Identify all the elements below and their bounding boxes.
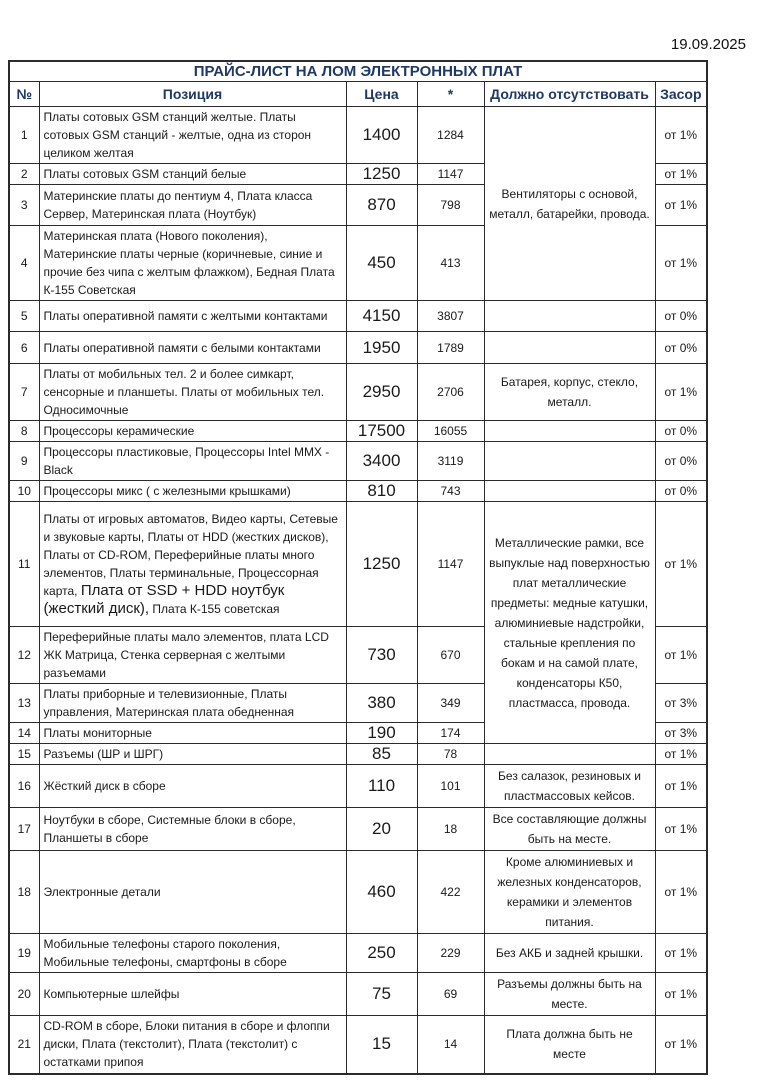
- clog-cell: от 1%: [655, 627, 707, 684]
- position-cell: Разъемы (ШР и ШРГ): [39, 744, 346, 765]
- clog-cell: от 0%: [655, 421, 707, 442]
- table-row: [9, 107, 707, 164]
- star-cell: 101: [417, 765, 484, 808]
- position-text: Платы от игровых автоматов, Видео карты, Сетевые и звуковые карты, Платы от HDD (жестких дисков), Платы от CD-ROM, Переферийные платы много элементов, Платы терминальные, Процессорная карта,: [43, 512, 338, 598]
- position-cell: Платы мониторные: [39, 723, 346, 744]
- star-cell: 14: [417, 1016, 484, 1074]
- price-cell: 810: [346, 481, 417, 502]
- title-row: [9, 61, 707, 82]
- price-cell: 110: [346, 765, 417, 808]
- clog-cell: от 3%: [655, 684, 707, 723]
- clog-cell: от 1%: [655, 934, 707, 973]
- clog-cell: от 0%: [655, 481, 707, 502]
- clog-cell: от 3%: [655, 723, 707, 744]
- price-cell: 1400: [346, 107, 417, 164]
- table-row: [9, 301, 707, 332]
- star-cell: 743: [417, 481, 484, 502]
- price-cell: 450: [346, 226, 417, 301]
- price-cell: 190: [346, 723, 417, 744]
- absent-cell: Разъемы должны быть на месте.: [484, 973, 655, 1016]
- position-cell: Процессоры пластиковые, Процессоры Intel MMX - Black: [39, 442, 346, 481]
- position-cell: Материнская плата (Нового поколения), Материнские платы черные (коричневые, синие и прочие без чипа с желтым флажком), Бедная Плата К-155 Советская: [39, 226, 346, 301]
- position-cell: Платы сотовых GSM станций белые: [39, 164, 346, 185]
- absent-cell: Плата должна быть не месте: [484, 1016, 655, 1074]
- col-header-price: Цена: [346, 82, 417, 107]
- absent-cell: Все составляющие должны быть на месте.: [484, 808, 655, 851]
- position-cell: Мобильные телефоны старого поколения, Мобильные телефоны, смартфоны в сборе: [39, 934, 346, 973]
- star-cell: 798: [417, 185, 484, 226]
- position-cell: Платы оперативной памяти с белыми контактами: [39, 332, 346, 364]
- clog-cell: от 1%: [655, 226, 707, 301]
- price-cell: 75: [346, 973, 417, 1016]
- col-header-absent: Должно отсутствовать: [484, 82, 655, 107]
- row-number: 5: [9, 301, 39, 332]
- price-table: [8, 60, 708, 1075]
- position-cell: Платы оперативной памяти с желтыми контактами: [39, 301, 346, 332]
- row-number: 1: [9, 107, 39, 164]
- row-number: 12: [9, 627, 39, 684]
- header-row: [9, 82, 707, 107]
- price-cell: 17500: [346, 421, 417, 442]
- star-cell: 69: [417, 973, 484, 1016]
- position-cell: Процессоры керамические: [39, 421, 346, 442]
- absent-cell: [484, 421, 655, 442]
- absent-cell: [484, 744, 655, 765]
- position-cell: Ноутбуки в сборе, Системные блоки в сборе, Планшеты в сборе: [39, 808, 346, 851]
- table-row: [9, 1016, 707, 1074]
- clog-cell: от 1%: [655, 1016, 707, 1074]
- position-cell: Платы сотовых GSM станций желтые. Платы сотовых GSM станций - желтые, одна из сторон целиком желтая: [39, 107, 346, 164]
- row-number: 10: [9, 481, 39, 502]
- price-cell: 460: [346, 851, 417, 934]
- star-cell: 1147: [417, 164, 484, 185]
- price-cell: 85: [346, 744, 417, 765]
- position-cell: Платы приборные и телевизионные, Платы управления, Материнская плата обедненная: [39, 684, 346, 723]
- price-cell: 1250: [346, 502, 417, 627]
- price-cell: 4150: [346, 301, 417, 332]
- position-text-large: Плата от SSD + HDD ноутбук (жесткий диск),: [43, 582, 285, 617]
- table-row: [9, 442, 707, 481]
- clog-cell: от 1%: [655, 364, 707, 421]
- price-cell: 870: [346, 185, 417, 226]
- row-number: 15: [9, 744, 39, 765]
- absent-cell: Без салазок, резиновых и пластмассовых кейсов.: [484, 765, 655, 808]
- price-cell: 3400: [346, 442, 417, 481]
- clog-cell: от 0%: [655, 332, 707, 364]
- star-cell: 78: [417, 744, 484, 765]
- star-cell: 16055: [417, 421, 484, 442]
- absent-cell: Металлические рамки, все выпуклые над поверхностью плат металлические предметы: медные катушки, алюминиевые надстройки, стальные крепления по бокам и на самой плате, конденсаторы К50, пластмасса, провода.: [484, 502, 655, 744]
- position-cell: Процессоры микс ( с железными крышками): [39, 481, 346, 502]
- star-cell: 2706: [417, 364, 484, 421]
- row-number: 20: [9, 973, 39, 1016]
- row-number: 7: [9, 364, 39, 421]
- row-number: 9: [9, 442, 39, 481]
- table-row: [9, 481, 707, 502]
- clog-cell: от 1%: [655, 744, 707, 765]
- table-row: [9, 851, 707, 934]
- table-title: ПРАЙС-ЛИСТ НА ЛОМ ЭЛЕКТРОННЫХ ПЛАТ: [9, 61, 707, 82]
- position-cell: Материнские платы до пентиум 4, Плата класса Сервер, Материнская плата (Ноутбук): [39, 185, 346, 226]
- absent-cell: Без АКБ и задней крышки.: [484, 934, 655, 973]
- position-text: Плата К-155 советская: [149, 602, 280, 616]
- row-number: 14: [9, 723, 39, 744]
- absent-cell: [484, 442, 655, 481]
- table-row: [9, 973, 707, 1016]
- row-number: 19: [9, 934, 39, 973]
- position-cell: Компьютерные шлейфы: [39, 973, 346, 1016]
- position-cell: CD-ROM в сборе, Блоки питания в сборе и флоппи диски, Плата (текстолит), Плата (текстолит) с остатками припоя: [39, 1016, 346, 1074]
- price-cell: 250: [346, 934, 417, 973]
- star-cell: 413: [417, 226, 484, 301]
- price-cell: 15: [346, 1016, 417, 1074]
- row-number: 2: [9, 164, 39, 185]
- price-cell: 20: [346, 808, 417, 851]
- star-cell: 3119: [417, 442, 484, 481]
- clog-cell: от 1%: [655, 851, 707, 934]
- star-cell: 3807: [417, 301, 484, 332]
- table-row: [9, 364, 707, 421]
- table-row: [9, 765, 707, 808]
- clog-cell: от 1%: [655, 808, 707, 851]
- star-cell: 1147: [417, 502, 484, 627]
- position-cell: Электронные детали: [39, 851, 346, 934]
- row-number: 13: [9, 684, 39, 723]
- position-cell: Платы от мобильных тел. 2 и более симкарт, сенсорные и планшеты. Платы от мобильных тел. Односимочные: [39, 364, 346, 421]
- absent-cell: [484, 332, 655, 364]
- table-row: [9, 934, 707, 973]
- star-cell: 422: [417, 851, 484, 934]
- position-cell: Переферийные платы мало элементов, плата LCD ЖК Матрица, Стенка серверная с желтыми разъемами: [39, 627, 346, 684]
- table-row: [9, 808, 707, 851]
- clog-cell: от 1%: [655, 185, 707, 226]
- row-number: 21: [9, 1016, 39, 1074]
- row-number: 3: [9, 185, 39, 226]
- row-number: 11: [9, 502, 39, 627]
- col-header-clog: Засор: [655, 82, 707, 107]
- absent-cell: Батарея, корпус, стекло, металл.: [484, 364, 655, 421]
- price-cell: 730: [346, 627, 417, 684]
- col-header-num: №: [9, 82, 39, 107]
- absent-cell: Вентиляторы с основой, металл, батарейки, провода.: [484, 107, 655, 301]
- star-cell: 349: [417, 684, 484, 723]
- star-cell: 1284: [417, 107, 484, 164]
- clog-cell: от 0%: [655, 301, 707, 332]
- price-cell: 2950: [346, 364, 417, 421]
- clog-cell: от 1%: [655, 765, 707, 808]
- price-cell: 1950: [346, 332, 417, 364]
- position-cell: Жёсткий диск в сборе: [39, 765, 346, 808]
- absent-cell: Кроме алюминиевых и железных конденсаторов, керамики и элементов питания.: [484, 851, 655, 934]
- table-row: [9, 502, 707, 627]
- clog-cell: от 1%: [655, 502, 707, 627]
- document-date: 19.09.2025: [670, 36, 746, 53]
- row-number: 8: [9, 421, 39, 442]
- table-row: [9, 744, 707, 765]
- star-cell: 670: [417, 627, 484, 684]
- row-number: 18: [9, 851, 39, 934]
- price-cell: 380: [346, 684, 417, 723]
- col-header-star: *: [417, 82, 484, 107]
- price-cell: 1250: [346, 164, 417, 185]
- row-number: 6: [9, 332, 39, 364]
- star-cell: 1789: [417, 332, 484, 364]
- position-cell: [39, 502, 346, 627]
- clog-cell: от 1%: [655, 107, 707, 164]
- row-number: 17: [9, 808, 39, 851]
- absent-cell: [484, 481, 655, 502]
- col-header-position: Позиция: [39, 82, 346, 107]
- row-number: 16: [9, 765, 39, 808]
- clog-cell: от 0%: [655, 442, 707, 481]
- star-cell: 174: [417, 723, 484, 744]
- clog-cell: от 1%: [655, 164, 707, 185]
- star-cell: 18: [417, 808, 484, 851]
- star-cell: 229: [417, 934, 484, 973]
- absent-cell: [484, 301, 655, 332]
- table-row: [9, 332, 707, 364]
- table-row: [9, 421, 707, 442]
- row-number: 4: [9, 226, 39, 301]
- clog-cell: от 1%: [655, 973, 707, 1016]
